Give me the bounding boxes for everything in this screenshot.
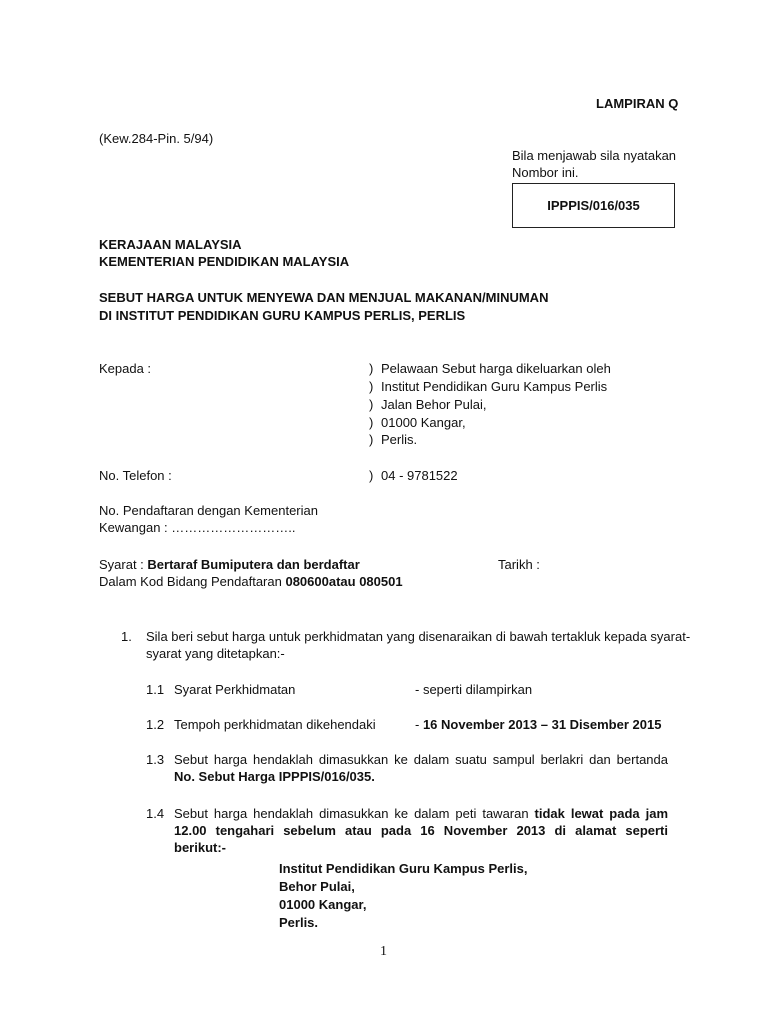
item-1-3-number: 1.3 [146, 752, 165, 767]
item-1-1-value: - seperti dilampirkan [415, 682, 533, 697]
reply-note-line1: Bila menjawab sila nyatakan [512, 148, 677, 163]
addressee-paren: ) [369, 415, 374, 430]
requirement-value: Bertaraf Bumiputera dan berdaftar [147, 557, 360, 572]
telephone-label: No. Telefon : [99, 468, 172, 483]
reply-note-line2: Nombor ini. [512, 165, 579, 180]
requirement-label: Syarat : [99, 557, 148, 572]
addressee-line: Perlis. [381, 432, 418, 447]
delivery-address-line: Behor Pulai, [279, 879, 355, 894]
delivery-address-line: 01000 Kangar, [279, 897, 367, 912]
item-1-4-number: 1.4 [146, 806, 165, 821]
item-1-4-body: Sebut harga hendaklah dimasukkan ke dalam peti tawaran [174, 806, 535, 821]
item-1-4-deadline: tidak lewat pada jam 12.00 tengahari sebelum atau pada 16 November 2013 di alamat seperti berikut:- [174, 806, 668, 855]
addressee-label: Kepada : [99, 361, 152, 376]
form-code: (Kew.284-Pin. 5/94) [99, 131, 214, 146]
item-1-number: 1. [121, 629, 132, 644]
item-1-3-text [174, 751, 668, 785]
registration-code-value: 080600atau 080501 [285, 574, 403, 589]
document-title-line2: DI INSTITUT PENDIDIKAN GURU KAMPUS PERLIS, PERLIS [99, 308, 466, 323]
item-1-2-number: 1.2 [146, 717, 165, 732]
registration-code-label: Dalam Kod Bidang Pendaftaran [99, 574, 286, 589]
item-1-text-line1: Sila beri sebut harga untuk perkhidmatan yang disenaraikan di bawah tertakluk kepada syarat- [146, 629, 691, 644]
item-1-3-reference: No. Sebut Harga IPPPIS/016/035. [174, 769, 375, 784]
item-1-3-body: Sebut harga hendaklah dimasukkan ke dalam suatu sampul berlakri dan bertanda [174, 752, 668, 767]
item-1-2-value: 16 November 2013 – 31 Disember 2015 [422, 717, 662, 732]
addressee-paren: ) [369, 361, 374, 376]
item-1-1-label: Syarat Perkhidmatan [174, 682, 296, 697]
registration-line2: Kewangan : ……………………….. [99, 520, 296, 535]
telephone-value: 04 - 9781522 [381, 468, 458, 483]
delivery-address-line: Institut Pendidikan Guru Kampus Perlis, [279, 861, 528, 876]
addressee-paren: ) [369, 379, 374, 394]
item-1-1-number: 1.1 [146, 682, 165, 697]
telephone-paren: ) [369, 468, 374, 483]
addressee-line: Pelawaan Sebut harga dikeluarkan oleh [381, 361, 611, 376]
document-title-line1: SEBUT HARGA UNTUK MENYEWA DAN MENJUAL MAKANAN/MINUMAN [99, 290, 549, 305]
delivery-address-line: Perlis. [279, 915, 319, 930]
addressee-line: 01000 Kangar, [381, 415, 466, 430]
addressee-line: Jalan Behor Pulai, [381, 397, 487, 412]
registration-line1: No. Pendaftaran dengan Kementerian [99, 503, 318, 518]
item-1-2-dash: - [415, 717, 423, 732]
item-1-2-value-row [415, 716, 661, 733]
item-1-4-text [174, 805, 668, 856]
issuer-line2: KEMENTERIAN PENDIDIKAN MALAYSIA [99, 254, 350, 269]
issuer-line1: KERAJAAN MALAYSIA [99, 237, 242, 252]
addressee-paren: ) [369, 397, 374, 412]
item-1-text-line2: syarat yang ditetapkan:- [146, 646, 285, 661]
registration-code-row [99, 573, 403, 590]
reference-number: IPPPIS/016/035 [547, 198, 640, 213]
item-1-2-label: Tempoh perkhidmatan dikehendaki [174, 717, 376, 732]
date-label: Tarikh : [498, 557, 540, 572]
attachment-label: LAMPIRAN Q [596, 96, 679, 111]
reference-number-box [512, 183, 675, 228]
addressee-line: Institut Pendidikan Guru Kampus Perlis [381, 379, 608, 394]
requirement-row [99, 556, 360, 573]
page-number: 1 [380, 944, 387, 959]
addressee-paren: ) [369, 432, 374, 447]
